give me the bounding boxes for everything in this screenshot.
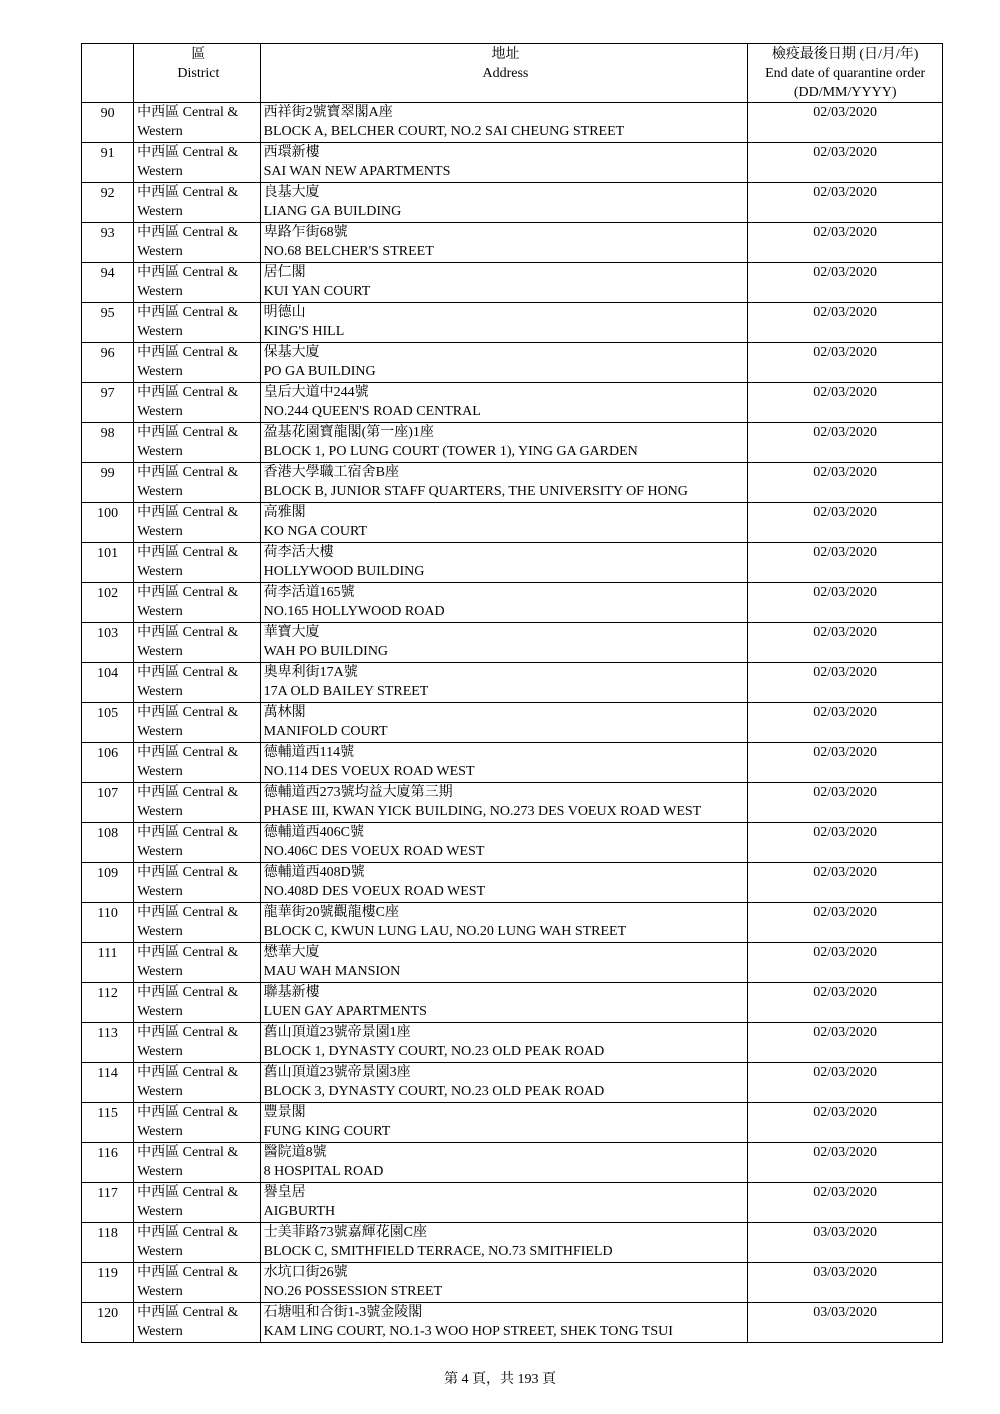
district-zh: 中西區 Central & [137,825,239,840]
row-district [134,183,260,223]
table-row [82,343,943,383]
row-number: 118 [82,1223,134,1263]
quarantine-table [81,43,943,1343]
district-zh: 中西區 Central & [137,185,239,200]
row-number: 91 [82,143,134,183]
row-end-date: 02/03/2020 [748,463,943,503]
row-number: 97 [82,383,134,423]
table-row [82,1063,943,1103]
row-number: 105 [82,703,134,743]
header-date-format: (DD/MM/YYYY) [793,85,897,100]
row-end-date: 02/03/2020 [748,583,943,623]
district-zh: 中西區 Central & [137,1025,239,1040]
table-row [82,783,943,823]
row-address [260,1063,748,1103]
district-en: Western [137,844,183,859]
address-en: KING'S HILL [263,324,345,339]
address-zh: 石塘咀和合街1-3號金陵閣 [263,1305,423,1320]
table-row [82,303,943,343]
row-end-date: 03/03/2020 [748,1223,943,1263]
row-district [134,1063,260,1103]
row-address [260,583,748,623]
row-number: 113 [82,1023,134,1063]
address-zh: 聯基新樓 [263,985,320,1000]
district-en: Western [137,204,183,219]
address-zh: 西祥街2號寶翠閣A座 [263,105,393,120]
row-address [260,1223,748,1263]
row-end-date: 02/03/2020 [748,263,943,303]
address-en: NO.26 POSSESSION STREET [263,1284,443,1299]
table-row [82,143,943,183]
district-zh: 中西區 Central & [137,505,239,520]
district-zh: 中西區 Central & [137,1185,239,1200]
district-en: Western [137,324,183,339]
row-number: 117 [82,1183,134,1223]
row-end-date: 02/03/2020 [748,503,943,543]
district-en: Western [137,1284,183,1299]
row-end-date: 02/03/2020 [748,823,943,863]
row-district [134,783,260,823]
district-zh: 中西區 Central & [137,105,239,120]
address-en: NO.165 HOLLYWOOD ROAD [263,604,445,619]
row-address [260,703,748,743]
district-en: Western [137,1244,183,1259]
district-zh: 中西區 Central & [137,345,239,360]
header-date-en: End date of quarantine order [765,66,926,81]
row-district [134,863,260,903]
address-en: MANIFOLD COURT [263,724,388,739]
row-number: 96 [82,343,134,383]
row-address [260,143,748,183]
address-en: NO.68 BELCHER'S STREET [263,244,434,259]
district-zh: 中西區 Central & [137,905,239,920]
address-zh: 豐景閣 [263,1105,306,1120]
row-district [134,1223,260,1263]
row-end-date: 02/03/2020 [748,943,943,983]
row-district [134,583,260,623]
district-zh: 中西區 Central & [137,225,239,240]
row-end-date: 02/03/2020 [748,383,943,423]
address-zh: 譽皇居 [263,1185,306,1200]
district-zh: 中西區 Central & [137,425,239,440]
table-row [82,1103,943,1143]
address-zh: 士美菲路73號嘉輝花園C座 [263,1225,427,1240]
row-end-date: 02/03/2020 [748,1183,943,1223]
row-address [260,823,748,863]
row-district [134,263,260,303]
header-address-zh: 地址 [491,47,520,62]
address-zh: 懋華大廈 [263,945,320,960]
address-zh: 明德山 [263,305,306,320]
row-address [260,183,748,223]
row-district [134,303,260,343]
address-en: NO.244 QUEEN'S ROAD CENTRAL [263,404,481,419]
row-end-date: 02/03/2020 [748,103,943,143]
row-address [260,223,748,263]
address-en: BLOCK 1, DYNASTY COURT, NO.23 OLD PEAK ROAD [263,1044,605,1059]
row-end-date: 02/03/2020 [748,783,943,823]
district-en: Western [137,804,183,819]
address-zh: 華寶大廈 [263,625,320,640]
district-en: Western [137,444,183,459]
district-en: Western [137,484,183,499]
address-zh: 德輔道西273號均益大廈第三期 [263,785,453,800]
row-number: 101 [82,543,134,583]
row-district [134,343,260,383]
row-number: 115 [82,1103,134,1143]
row-address [260,863,748,903]
row-address [260,1263,748,1303]
table-row [82,703,943,743]
row-address [260,623,748,663]
address-zh: 萬林閣 [263,705,306,720]
table-body [82,103,943,1343]
row-end-date: 02/03/2020 [748,303,943,343]
row-end-date: 02/03/2020 [748,703,943,743]
table-row [82,743,943,783]
row-address [260,503,748,543]
district-en: Western [137,244,183,259]
row-end-date: 02/03/2020 [748,343,943,383]
row-district [134,623,260,663]
address-en: FUNG KING COURT [263,1124,391,1139]
address-zh: 香港大學職工宿舍B座 [263,465,399,480]
row-end-date: 02/03/2020 [748,903,943,943]
row-district [134,103,260,143]
page-footer: 第 4 頁，共 193 頁 [444,1372,556,1387]
row-address [260,303,748,343]
header-date-zh: 檢疫最後日期 (日/月/年) [771,47,919,62]
row-district [134,663,260,703]
address-en: KUI YAN COURT [263,284,371,299]
address-en: HOLLYWOOD BUILDING [263,564,425,579]
table-row [82,423,943,463]
district-en: Western [137,564,183,579]
row-district [134,943,260,983]
table-row [82,583,943,623]
district-zh: 中西區 Central & [137,265,239,280]
row-end-date: 03/03/2020 [748,1303,943,1343]
address-zh: 荷李活道165號 [263,585,355,600]
row-address [260,543,748,583]
header-address-en: Address [482,66,529,81]
row-number: 109 [82,863,134,903]
row-address [260,383,748,423]
address-en: PHASE III, KWAN YICK BUILDING, NO.273 DES VOEUX ROAD WEST [263,804,702,819]
address-zh: 醫院道8號 [263,1145,327,1160]
table-row [82,903,943,943]
row-number: 94 [82,263,134,303]
row-end-date: 02/03/2020 [748,1103,943,1143]
row-district [134,703,260,743]
district-en: Western [137,644,183,659]
row-district [134,223,260,263]
header-row [82,44,943,103]
address-en: NO.408D DES VOEUX ROAD WEST [263,884,486,899]
row-end-date: 03/03/2020 [748,1263,943,1303]
row-address [260,343,748,383]
row-end-date: 02/03/2020 [748,1143,943,1183]
district-zh: 中西區 Central & [137,665,239,680]
district-en: Western [137,1204,183,1219]
row-end-date: 02/03/2020 [748,983,943,1023]
district-en: Western [137,924,183,939]
row-address [260,663,748,703]
district-zh: 中西區 Central & [137,865,239,880]
header-address-cell [260,44,748,103]
row-address [260,1303,748,1343]
row-district [134,503,260,543]
district-zh: 中西區 Central & [137,145,239,160]
row-number: 93 [82,223,134,263]
table-row [82,103,943,143]
district-zh: 中西區 Central & [137,1305,239,1320]
row-end-date: 02/03/2020 [748,223,943,263]
address-zh: 西環新樓 [263,145,320,160]
address-zh: 卑路乍街68號 [263,225,348,240]
row-number: 108 [82,823,134,863]
district-en: Western [137,164,183,179]
address-zh: 德輔道西408D號 [263,865,365,880]
row-number: 99 [82,463,134,503]
address-en: PO GA BUILDING [263,364,376,379]
row-end-date: 02/03/2020 [748,183,943,223]
address-en: NO.406C DES VOEUX ROAD WEST [263,844,485,859]
district-zh: 中西區 Central & [137,745,239,760]
address-zh: 德輔道西114號 [263,745,355,760]
row-number: 102 [82,583,134,623]
row-district [134,1263,260,1303]
row-district [134,423,260,463]
district-zh: 中西區 Central & [137,1065,239,1080]
district-en: Western [137,284,183,299]
table-row [82,1143,943,1183]
district-en: Western [137,1164,183,1179]
row-number: 119 [82,1263,134,1303]
district-zh: 中西區 Central & [137,465,239,480]
row-number: 92 [82,183,134,223]
table-row [82,543,943,583]
row-district [134,463,260,503]
address-en: BLOCK C, SMITHFIELD TERRACE, NO.73 SMITHFIELD [263,1244,613,1259]
district-en: Western [137,1044,183,1059]
address-zh: 奧卑利街17A號 [263,665,358,680]
row-address [260,423,748,463]
district-zh: 中西區 Central & [137,385,239,400]
table-row [82,223,943,263]
address-en: BLOCK 1, PO LUNG COURT (TOWER 1), YING GA GARDEN [263,444,638,459]
table-row [82,623,943,663]
address-zh: 盈基花園寶龍閣(第一座)1座 [263,425,434,440]
district-en: Western [137,404,183,419]
row-district [134,143,260,183]
row-district [134,743,260,783]
address-zh: 舊山頂道23號帝景園3座 [263,1065,411,1080]
district-zh: 中西區 Central & [137,985,239,1000]
district-zh: 中西區 Central & [137,1225,239,1240]
district-en: Western [137,724,183,739]
address-zh: 高雅閣 [263,505,306,520]
table-row [82,183,943,223]
row-address [260,743,748,783]
district-zh: 中西區 Central & [137,945,239,960]
row-district [134,1103,260,1143]
table-row [82,1263,943,1303]
district-zh: 中西區 Central & [137,305,239,320]
address-en: KAM LING COURT, NO.1-3 WOO HOP STREET, SHEK TONG TSUI [263,1324,673,1339]
table-row [82,863,943,903]
address-zh: 良基大廈 [263,185,320,200]
district-en: Western [137,364,183,379]
row-number: 103 [82,623,134,663]
district-zh: 中西區 Central & [137,545,239,560]
row-number: 106 [82,743,134,783]
district-en: Western [137,764,183,779]
table-row [82,983,943,1023]
row-address [260,463,748,503]
row-address [260,943,748,983]
row-end-date: 02/03/2020 [748,623,943,663]
address-zh: 皇后大道中244號 [263,385,369,400]
table-row [82,463,943,503]
row-address [260,1023,748,1063]
row-end-date: 02/03/2020 [748,143,943,183]
row-end-date: 02/03/2020 [748,1023,943,1063]
table-row [82,823,943,863]
row-district [134,1303,260,1343]
table-header [82,44,943,103]
district-zh: 中西區 Central & [137,1265,239,1280]
row-district [134,543,260,583]
address-zh: 居仁閣 [263,265,306,280]
district-zh: 中西區 Central & [137,1105,239,1120]
row-end-date: 02/03/2020 [748,423,943,463]
district-zh: 中西區 Central & [137,705,239,720]
row-address [260,903,748,943]
header-date-cell [748,44,943,103]
header-number-cell [82,44,134,103]
district-en: Western [137,1324,183,1339]
district-en: Western [137,1124,183,1139]
row-number: 98 [82,423,134,463]
row-address [260,983,748,1023]
district-en: Western [137,684,183,699]
address-en: BLOCK B, JUNIOR STAFF QUARTERS, THE UNIVERSITY OF HONG [263,484,688,499]
address-en: MAU WAH MANSION [263,964,401,979]
row-number: 114 [82,1063,134,1103]
row-address [260,1143,748,1183]
row-number: 116 [82,1143,134,1183]
address-en: LIANG GA BUILDING [263,204,402,219]
row-number: 100 [82,503,134,543]
row-number: 95 [82,303,134,343]
row-end-date: 02/03/2020 [748,863,943,903]
table-row [82,1223,943,1263]
header-district-cell [134,44,260,103]
district-zh: 中西區 Central & [137,1145,239,1160]
district-en: Western [137,1084,183,1099]
address-zh: 水坑口街26號 [263,1265,348,1280]
header-district-zh: 區 [191,47,206,62]
row-address [260,783,748,823]
row-end-date: 02/03/2020 [748,1063,943,1103]
district-zh: 中西區 Central & [137,785,239,800]
address-en: 8 HOSPITAL ROAD [263,1164,384,1179]
table-row [82,943,943,983]
row-end-date: 02/03/2020 [748,543,943,583]
address-en: 17A OLD BAILEY STREET [263,684,429,699]
row-district [134,903,260,943]
address-zh: 舊山頂道23號帝景園1座 [263,1025,411,1040]
district-en: Western [137,964,183,979]
row-address [260,1183,748,1223]
row-end-date: 02/03/2020 [748,743,943,783]
district-en: Western [137,604,183,619]
row-district [134,1023,260,1063]
row-number: 112 [82,983,134,1023]
table-row [82,1183,943,1223]
row-district [134,1143,260,1183]
address-en: BLOCK A, BELCHER COURT, NO.2 SAI CHEUNG STREET [263,124,625,139]
row-address [260,263,748,303]
address-zh: 保基大廈 [263,345,320,360]
row-district [134,383,260,423]
district-en: Western [137,884,183,899]
address-zh: 德輔道西406C號 [263,825,364,840]
district-en: Western [137,124,183,139]
address-en: BLOCK C, KWUN LUNG LAU, NO.20 LUNG WAH STREET [263,924,627,939]
row-district [134,1183,260,1223]
district-en: Western [137,524,183,539]
row-number: 111 [82,943,134,983]
address-zh: 龍華街20號觀龍樓C座 [263,905,399,920]
address-en: BLOCK 3, DYNASTY COURT, NO.23 OLD PEAK ROAD [263,1084,605,1099]
row-number: 110 [82,903,134,943]
row-number: 107 [82,783,134,823]
header-district-en: District [177,66,220,81]
row-number: 120 [82,1303,134,1343]
table-row [82,1303,943,1343]
district-en: Western [137,1004,183,1019]
address-en: WAH PO BUILDING [263,644,389,659]
row-end-date: 02/03/2020 [748,663,943,703]
row-number: 90 [82,103,134,143]
address-en: LUEN GAY APARTMENTS [263,1004,427,1019]
address-en: KO NGA COURT [263,524,367,539]
table-row [82,383,943,423]
address-en: NO.114 DES VOEUX ROAD WEST [263,764,475,779]
row-address [260,103,748,143]
district-zh: 中西區 Central & [137,625,239,640]
district-zh: 中西區 Central & [137,585,239,600]
address-zh: 荷李活大樓 [263,545,334,560]
row-address [260,1103,748,1143]
row-number: 104 [82,663,134,703]
address-en: SAI WAN NEW APARTMENTS [263,164,451,179]
table-row [82,263,943,303]
row-district [134,823,260,863]
address-en: AIGBURTH [263,1204,336,1219]
table-row [82,503,943,543]
table-row [82,663,943,703]
table-row [82,1023,943,1063]
row-district [134,983,260,1023]
